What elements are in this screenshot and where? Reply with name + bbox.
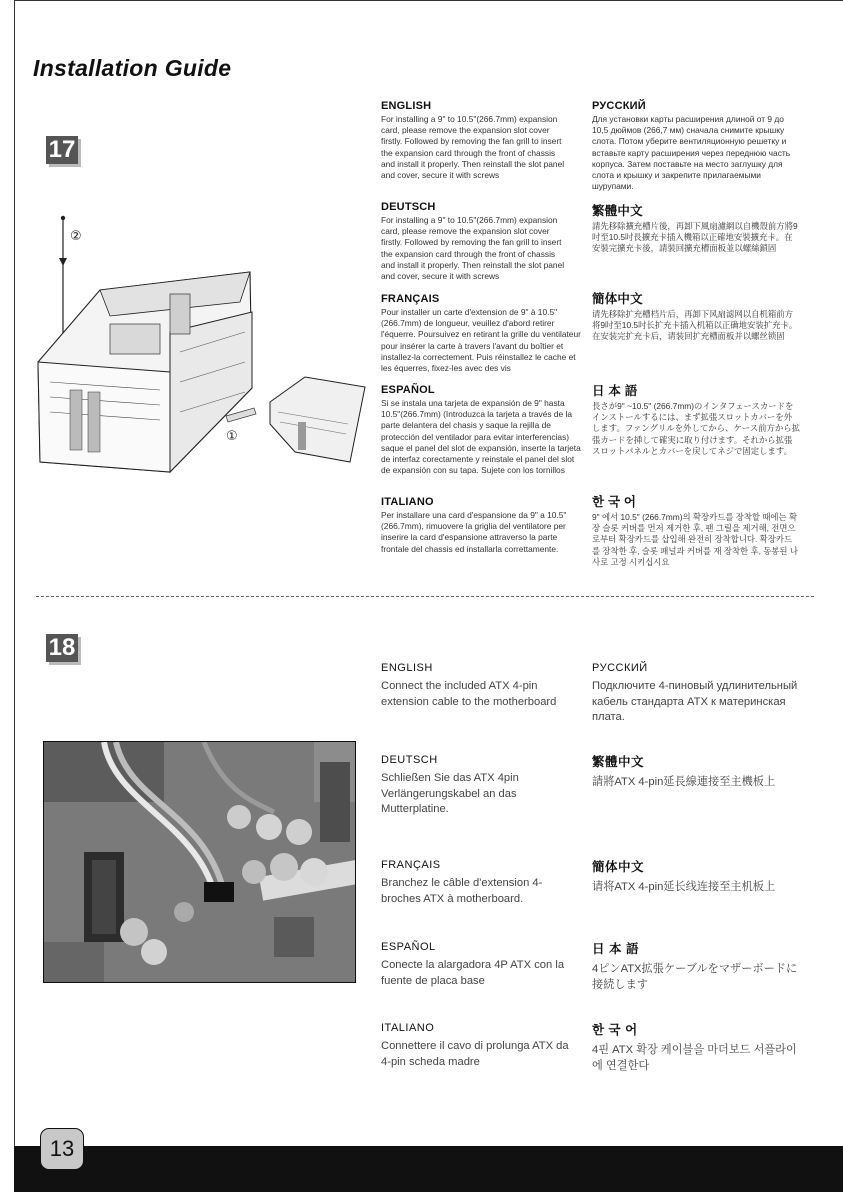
section-heading: ENGLISH xyxy=(381,100,432,112)
step17-espanol xyxy=(381,384,583,476)
step-17-badge: 17 xyxy=(46,136,78,164)
section-heading: 簡体中文 xyxy=(592,292,643,306)
section-text: Pour installer un carte d'extension de 9" à 10.5" (266.7mm) de longueur, veuillez d'abord retirer l'équerre. Poursuivez en retirant la grille du ventilateur pour insérer la carte à travers l'avant du boîtier et installez-la correctement. Puis réinstallez le cache et les équerres, fixez-les avec des vis xyxy=(381,307,581,374)
step17-italiano xyxy=(381,496,583,555)
callout-2: ② xyxy=(70,228,82,243)
step18-deutsch xyxy=(381,754,581,818)
section-heading: РУССКИЙ xyxy=(592,100,646,112)
step-18-badge: 18 xyxy=(46,634,78,662)
footer-bar xyxy=(14,1146,843,1192)
step17-simplified-chinese xyxy=(592,289,800,343)
section-text: 请将ATX 4-pin延长线连接至主机板上 xyxy=(592,881,776,893)
step18-espanol xyxy=(381,941,581,989)
section-heading: ITALIANO xyxy=(381,1022,435,1034)
page-title: Installation Guide xyxy=(33,55,232,81)
section-heading: РУССКИЙ xyxy=(592,662,648,674)
step18-russian xyxy=(592,662,806,726)
step18-francais xyxy=(381,859,581,907)
callout-1: ① xyxy=(226,428,238,443)
section-heading: ENGLISH xyxy=(381,662,433,674)
step18-japanese xyxy=(592,939,806,993)
step17-deutsch xyxy=(381,201,571,282)
section-heading: 한 국 어 xyxy=(592,495,637,509)
section-text: 9" 에서 10.5" (266.7mm)의 확장카드를 장착할 때에는 확장 슬롯 커버를 먼저 제거한 후, 팬 그릴을 제거해, 전면으로부터 확장카드를 삽입해 완전히 장착합니다. 확장카드를 장착한 후, 슬롯 패널과 커버를 재 장착한 후, 동봉된 나사로 고정 시키십시요 xyxy=(592,512,798,567)
section-heading: 繁體中文 xyxy=(592,204,643,218)
section-text: 長さが9" ~10.5" (266.7mm)のインタフェースカードをインストールするには、まず拡張スロットカバーを外します。ファングリルを外してから、ケース前方から拡張カードを挿して確実に取り付けます。それから拡張スロットパネルとカバーを戻してネジで固定します。 xyxy=(592,401,800,456)
step17-russian xyxy=(592,100,800,192)
section-text: 請先移除擴充槽片後，再卸下風扇濾網以自機殼前方將9吋至10.5吋長擴充卡插入機箱以正確地安裝擴充卡。在安裝完擴充卡後，請裝回擴充槽面板並以螺絲鎖固 xyxy=(592,221,798,254)
section-heading: 한 국 어 xyxy=(592,1023,638,1037)
step18-simplified-chinese xyxy=(592,857,806,896)
section-text: Conecte la alargadora 4P ATX con la fuente de placa base xyxy=(381,959,565,987)
section-heading: ESPAÑOL xyxy=(381,941,436,953)
section-text: For installing a 9" to 10.5"(266.7mm) expansion card, please remove the expansion slot cover firstly. Followed by removing the fan grill to insert the expansion card through the front of chassis and install it properly. Then reinstall the slot panel and cover, secure it with screws xyxy=(381,215,565,282)
section-text: 4ピンATX拡張ケーブルをマザーボードに接続します xyxy=(592,963,798,991)
step18-italiano xyxy=(381,1022,581,1070)
step17-english xyxy=(381,100,571,181)
section-text: 請將ATX 4-pin延長線連接至主機板上 xyxy=(592,776,776,788)
page-number: 13 xyxy=(40,1128,84,1170)
step17-francais xyxy=(381,293,581,374)
section-text: Schließen Sie das ATX 4pin Verlängerungskabel an das Mutterplatine. xyxy=(381,772,519,815)
section-heading: 繁體中文 xyxy=(592,755,645,769)
section-text: Connect the included ATX 4-pin extension cable to the motherboard xyxy=(381,680,557,708)
section-heading: DEUTSCH xyxy=(381,201,436,213)
step18-english xyxy=(381,662,581,710)
section-heading: 簡体中文 xyxy=(592,860,645,874)
section-text: Подключите 4-пиновый удлинительный кабель стандарта ATX к материнская плата. xyxy=(592,680,798,723)
section-heading: FRANÇAIS xyxy=(381,293,440,305)
section-text: Branchez le câble d'extension 4-broches ATX à motherboard. xyxy=(381,877,543,905)
section-heading: 日 本 語 xyxy=(592,942,639,956)
section-heading: ITALIANO xyxy=(381,496,434,508)
section-text: 4핀 ATX 확장 케이블을 마더보드 서플라이에 연결한다 xyxy=(592,1044,797,1072)
section-text: For installing a 9" to 10.5"(266.7mm) expansion card, please remove the expansion slot cover firstly. Followed by removing the fan grill to insert the expansion card through the front of chassis and install it properly. Then reinstall the slot panel and cover, secure it with screws xyxy=(381,114,565,181)
step17-japanese xyxy=(592,381,800,457)
section-divider xyxy=(36,596,814,597)
section-text: Connettere il cavo di prolunga ATX da 4-pin scheda madre xyxy=(381,1040,569,1068)
chassis-illustration xyxy=(30,212,370,502)
section-text: Per installare una card d'espansione da 9" a 10.5"(266.7mm), rimuovere la griglia del ventilatore per inserire la card d'espansione attraverso la parte frontale del chassis ed installarla correttamente. xyxy=(381,510,567,554)
section-text: Для установки карты расширения длиной от 9 до 10,5 дюймов (266,7 мм) сначала снимите крышку слота. Потом уберите вентиляционную решетку и вставьте карту расширения через переднюю часть корпуса. Затем поставьте на место заглушку для слота и крышку и закрепите прилагаемыми шурупами. xyxy=(592,114,791,192)
section-text: Si se instala una tarjeta de expansión de 9" hasta 10.5"(266.7mm) (Introduzca la tarjeta a través de la parte delantera del chasis y saque la rejilla de protección del ventilador para evitar interferencias) saque el panel del slot de expansión, inserte la tarjeta de interfaz corectamente y reinstale el panel del slot de expansión con su tapa. Sujete con los tornillos xyxy=(381,398,581,476)
section-text: 请先移除扩充槽档片后，再卸下风扇滤网以自机箱前方将9吋至10.5吋长扩充卡插入机箱以正确地安装扩充卡。在安装完扩充卡后，请装回扩充槽面板并以螺丝锁固 xyxy=(592,309,798,342)
section-heading: DEUTSCH xyxy=(381,754,438,766)
section-heading: FRANÇAIS xyxy=(381,859,441,871)
step18-korean xyxy=(592,1020,806,1074)
step17-traditional-chinese xyxy=(592,201,800,255)
section-heading: 日 本 語 xyxy=(592,384,638,398)
section-heading: ESPAÑOL xyxy=(381,384,435,396)
step18-traditional-chinese xyxy=(592,752,806,791)
motherboard-photo xyxy=(43,741,356,983)
step17-korean xyxy=(592,492,800,568)
